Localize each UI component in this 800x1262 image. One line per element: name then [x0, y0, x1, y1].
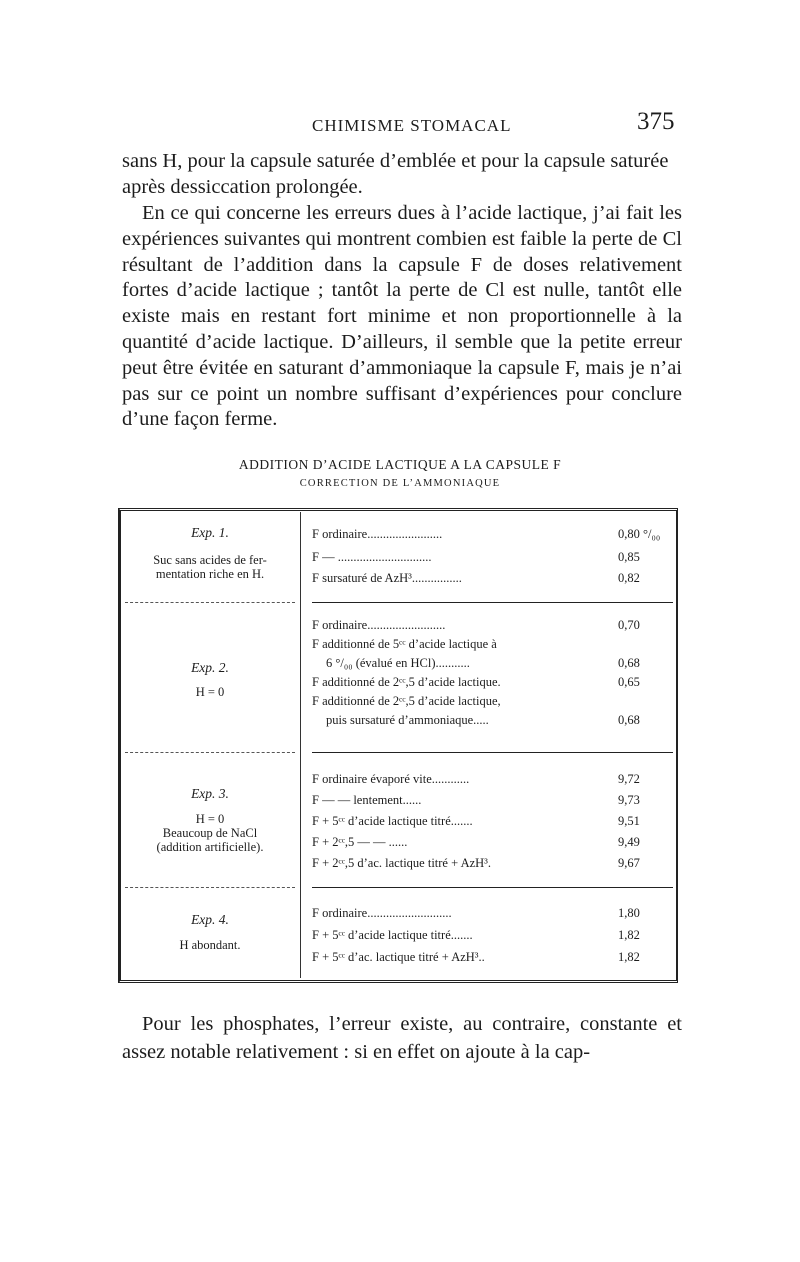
- exp-1-desc-line: mentation riche en H.: [155, 567, 265, 581]
- exp-4-desc-line: H abondant.: [179, 938, 241, 952]
- table-entry: F + 5ᶜᶜ d’acide lactique titré....... 9,51: [312, 814, 640, 828]
- exp-4-entries: [312, 905, 674, 965]
- table-entry: F additionné de 2ᶜᶜ,5 d’acide lactique. 0,65: [312, 675, 640, 689]
- exp-1-desc-line: Suc sans acides de fer-: [153, 553, 267, 567]
- table-entry: F + 2ᶜᶜ,5 — — ...... 9,49: [312, 835, 640, 849]
- exp-3-entries: [312, 771, 674, 871]
- table-entry: F sursaturé de AzH³................ 0,82: [312, 571, 640, 585]
- table-entry: F ordinaire........................ 0,80 °/₀₀: [312, 527, 661, 541]
- paragraph-3: Pour les phosphates, l’erreur existe, au contraire, constante et assez notable relativement : si en effet on ajoute à la cap-: [122, 1013, 682, 1063]
- page-number: 375: [637, 108, 675, 135]
- table-entry: F additionné de 2ᶜᶜ,5 d’acide lactique,: [312, 694, 501, 708]
- exp-2-desc-line: H = 0: [195, 685, 225, 699]
- exp-3-desc-line: Beaucoup de NaCl: [162, 826, 258, 840]
- table-title: ADDITION D’ACIDE LACTIQUE A LA CAPSULE F: [238, 457, 562, 472]
- exp-1-cell: [125, 525, 295, 581]
- exp-1-entries: [312, 526, 674, 586]
- table-entry: F ordinaire......................... 0,70: [312, 618, 640, 632]
- table-entry: F + 2ᶜᶜ,5 d’ac. lactique titré + AzH³. 9,67: [312, 856, 640, 870]
- exp-3-title: Exp. 3.: [191, 786, 229, 801]
- paragraph-2: En ce qui concerne les erreurs dues à l’acide lactique, j’ai fait les expériences suivantes qui montrent combien est faible la perte de Cl résultant de l’addition dans la capsule F de doses relativement fortes d’acide lactique ; tantôt la perte de Cl est nulle, tantôt elle existe mais en restant fort minime et non proportionnelle à la quantité d’acide lactique. D’ailleurs, il semble que la petite erreur peut être évitée en saturant d’ammoniaque la capsule F, mais je n’ai pas sur ce point un nombre suffisant d’expériences pour conclure d’une façon ferme.: [122, 202, 682, 431]
- exp-2-cell: [125, 660, 295, 699]
- table-entry: puis sursaturé d’ammoniaque..... 0,68: [326, 713, 640, 727]
- table-column-divider: [300, 512, 301, 978]
- table-entry: F additionné de 5ᶜᶜ d’acide lactique à: [312, 637, 497, 651]
- table-entry: F ordinaire........................... 1,80: [312, 906, 640, 920]
- exp-4-title: Exp. 4.: [191, 912, 229, 927]
- exp-3-cell: [125, 786, 295, 854]
- exp-1-title: Exp. 1.: [191, 525, 229, 540]
- table-entry: F — — lentement...... 9,73: [312, 793, 640, 807]
- exp-3-desc-line: (addition artificielle).: [156, 840, 264, 854]
- table-entry: F — .............................. 0,85: [312, 550, 640, 564]
- table-entry: 6 °/₀₀ (évalué en HCl)........... 0,68: [326, 656, 640, 670]
- exp-2-title: Exp. 2.: [191, 660, 229, 675]
- paragraph-1: sans H, pour la capsule saturée d’emblée et pour la capsule saturée après dessiccation prolongée.: [122, 150, 669, 198]
- page-header: [0, 108, 800, 144]
- table-entry: F + 5ᶜᶜ d’ac. lactique titré + AzH³.. 1,82: [312, 950, 640, 964]
- table-entry: F + 5ᶜᶜ d’acide lactique titré....... 1,82: [312, 928, 640, 942]
- running-title: CHIMISME STOMACAL: [312, 116, 512, 135]
- exp-2-entries: [312, 617, 674, 728]
- exp-4-cell: [125, 912, 295, 952]
- exp-3-desc-line: H = 0: [195, 812, 225, 826]
- table-subtitle: CORRECTION DE L’AMMONIAQUE: [299, 478, 501, 489]
- table-entry: F ordinaire évaporé vite............ 9,72: [312, 772, 640, 786]
